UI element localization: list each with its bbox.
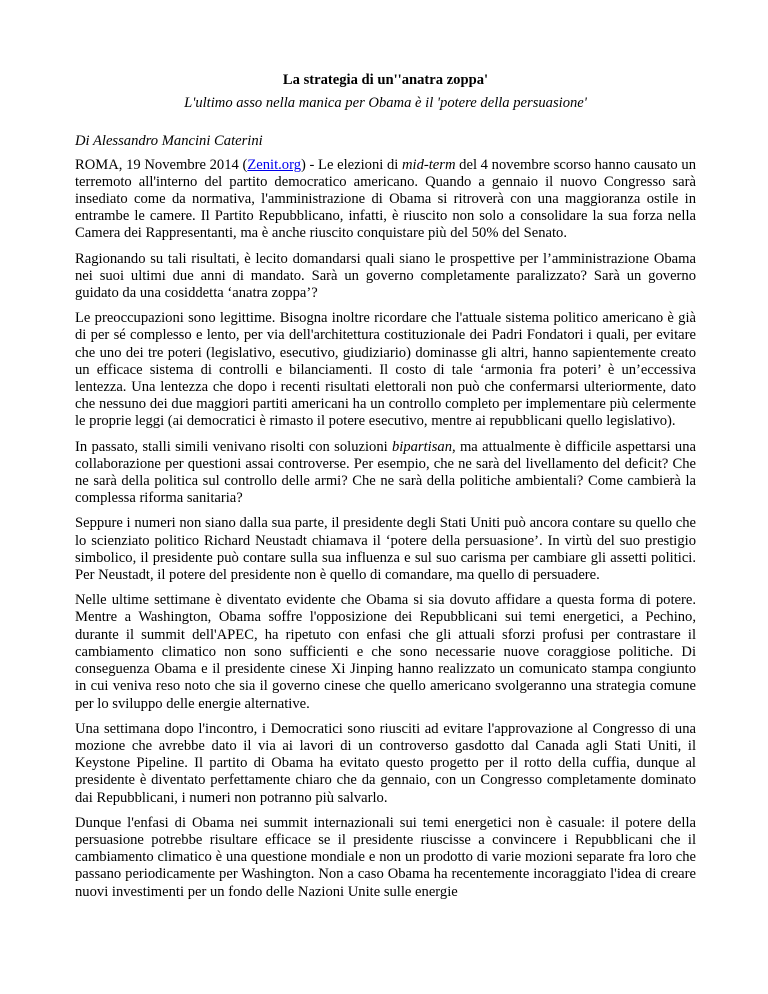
bipartisan-emphasis: bipartisan: [391, 438, 452, 455]
paragraph-4-text-a: In passato, stalli simili venivano risolti con soluzioni: [75, 438, 392, 455]
paragraph-4-text-b: , ma attualmente è difficile aspettarsi una collaborazione per questioni assai controverse. Per esempio, che ne sarà del livellamento del deficit? Che ne sarà della politica sul controllo delle armi? Che ne sarà della politiche ambientali? Come cambierà la complessa riforma sanitaria?: [75, 438, 696, 507]
paragraph-5: Seppure i numeri non siano dalla sua parte, il presidente degli Stati Uniti può ancora contare su quello che lo scienziato politico Richard Neustadt chiamava il ‘potere della persuasione’. In virtù del suo prestigio simbolico, il presidente può contare sulla sua influenza e sul suo carisma per cambiare gli assetti politici. Per Neustadt, il potere del presidente non è quello di comandare, ma quello di persuadere.: [75, 515, 696, 584]
article-title: La strategia di un''anatra zoppa': [282, 72, 489, 88]
mid-term-emphasis: mid-term: [402, 156, 456, 173]
paragraph-6: Nelle ultime settimane è diventato evidente che Obama si sia dovuto affidare a questa forma di potere. Mentre a Washington, Obama soffre l'opposizione dei Repubblicani sui temi energetici, a Pechino, durante il summit dell'APEC, ha ripetuto con enfasi che gli attuali sforzi profusi per contrastare il cambiamento climatico non sono sufficienti e che sono necessarie nuove coraggiose politiche. Di conseguenza Obama e il presidente cinese Xi Jinping hanno realizzato un comunicato stampa congiunto in cui veniva reso noto che sia il governo cinese che quello americano svolgeranno una strategia comune per lo sviluppo delle energie alternative.: [75, 592, 696, 712]
paragraph-8: Dunque l'enfasi di Obama nei summit internazionali sui temi energetici non è casuale: il potere della persuasione potrebbe risultare efficace se il presidente riuscisse a convincere i Repubblicani che il cambiamento climatico è una questione mondiale e non un prodotto di varie mozioni separate fra loro che passano periodicamente per Washington. Non a caso Obama ha recentemente incoraggiato l'idea di creare nuovi investimenti per un fondo delle Nazioni Unite sulle energie: [75, 814, 696, 900]
paragraph-2: Ragionando su tali risultati, è lecito domandarsi quali siano le prospettive per l’amministrazione Obama nei suoi ultimi due anni di mandato. Sarà un governo completamente paralizzato? Sarà un governo guidato da una cosiddetta ‘anatra zoppa’?: [75, 250, 696, 302]
source-link[interactable]: Zenit.org: [247, 156, 301, 173]
article-subtitle: L'ultimo asso nella manica per Obama è il 'potere della persuasione': [184, 95, 587, 112]
paragraph-1-text: del 4 novembre scorso hanno causato un terremoto all'interno del partito democratico americano. Quando a gennaio il nuovo Congresso sarà insediato come da normativa, l'amministrazione di Obama si ritroverà con una maggioranza ostile in entrambe le camere. Il Partito Repubblicano, infatti, è riuscito non solo a consolidare la sua forza nella Camera dei Rappresentanti, ma è anche riuscito conquistare più del 50% del Senato.: [75, 156, 696, 242]
dateline-suffix: ) - Le elezioni di: [301, 156, 402, 173]
dateline-prefix: ROMA, 19 Novembre 2014 (: [75, 156, 248, 173]
paragraph-7: Una settimana dopo l'incontro, i Democratici sono riusciti ad evitare l'approvazione al Congresso di una mozione che avrebbe dato il via ai lavori di un controverso gasdotto dal Canada agli Stati Uniti, il Keystone Pipeline. Il partito di Obama ha evitato questo progetto per il rotto della cuffia, dunque al presidente è diventato perfettamente chiaro che da gennaio, con un Congresso completamente dominato dai Repubblicani, i numeri non potranno più salvarlo.: [75, 720, 696, 806]
paragraph-3: Le preoccupazioni sono legittime. Bisogna inoltre ricordare che l'attuale sistema politico americano è già di per sé complesso e lento, per via dell'architettura costituzionale dei Padri Fondatori i quali, per evitare che uno dei tre poteri (legislativo, esecutivo, giudiziario) dominasse gli altri, hanno sapientemente creato un efficace sistema di controlli e bilanciamenti. Il costo di tale ‘armonia fra poteri’ è un’eccessiva lentezza. Una lentezza che dopo i recenti risultati elettorali non può che confermarsi ulteriormente, dato che nessuno dei due maggiori partiti americani ha un controllo completo per implementare più celermente le proprie leggi (ai democratici è rimasto il potere esecutivo, mentre ai repubblicani quello legislativo).: [75, 310, 696, 430]
paragraph-4: [75, 439, 696, 508]
article-byline: Di Alessandro Mancini Caterini: [75, 133, 263, 150]
document-page: [75, 72, 696, 909]
paragraph-1: [75, 157, 696, 243]
